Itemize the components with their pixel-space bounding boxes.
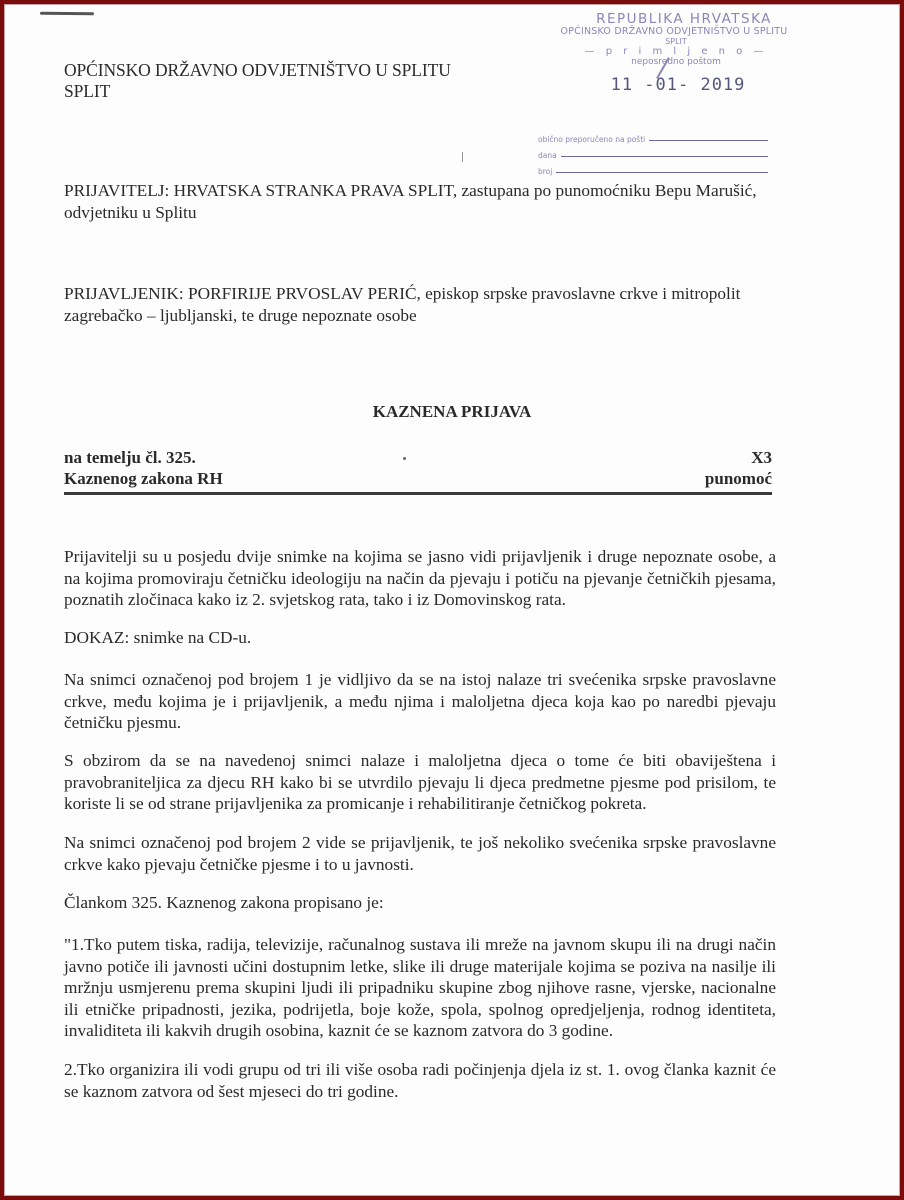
paragraph: Na snimci označenoj pod brojem 2 vide se prijavljenik, te još nekoliko svećenika srpske pravoslavne crkve kako pjevaju četničke pjesme i to u javnosti. [64, 833, 776, 874]
accused-text: PRIJAVLJENIK: PORFIRIJE PRVOSLAV PERIĆ, episkop srpske pravoslavne crkve i mitropolit zagrebačko – ljubljanski, te druge nepoznate osobe [64, 284, 741, 325]
stamp-line1: REPUBLIKA HRVATSKA [596, 11, 772, 27]
postal-fields [538, 128, 768, 176]
basis-law: Kaznenog zakona RH [64, 469, 223, 488]
stamp-date: 11 -01- 2019 [610, 75, 746, 95]
postal-field3-label: broj [538, 167, 553, 176]
paragraph-evidence: DOKAZ: snimke na CD-u. [64, 628, 252, 647]
paragraph: Na snimci označenoj pod brojem 1 je vidljivo da se na istoj nalaze tri svećenika srpske pravoslavne crkve, među kojima je i prijavljenik, a među njima i maloljetna djeca koja kao po naredbi pjevaju četničku pjesmu. [64, 670, 776, 732]
scan-mark [462, 152, 463, 162]
complainant-text: PRIJAVITELJ: HRVATSKA STRANKA PRAVA SPLIT, zastupana po punomoćniku Bepu Marušić, odvjetniku u Splitu [64, 181, 757, 222]
document-page [4, 4, 900, 1196]
receipt-stamp [544, 12, 804, 95]
recipient-address [64, 60, 451, 102]
divider-rule [64, 492, 772, 495]
postal-field-line [649, 140, 768, 141]
paragraph: Člankom 325. Kaznenog zakona propisano je: [64, 893, 384, 912]
postal-field2-label: dana [538, 151, 557, 160]
document-title: KAZNENA PRIJAVA [372, 402, 532, 421]
paragraph: Prijavitelji su u posjedu dvije snimke na kojima se jasno vidi prijavljenik i druge nepoznate osobe, a na kojima promoviraju četničku ideologiju na način da pjevaju i potiču na pjevanje četničkih pjesama, poznatih zločinaca kako iz 2. svjetskog rata, tako i iz Domovinskog rata. [64, 547, 776, 609]
basis-article: na temelju čl. 325. [64, 448, 196, 467]
paragraph: S obzirom da se na navedenoj snimci nalaze i maloljetna djeca o tome će biti obaviještena i pravobraniteljica za djecu RH kako bi se utvrdilo pjevaju li djeca predmetne pjesme pod prisilom, te koriste li se od strane prijavljenika za promicanje i rehabilitiranje četničkog pokreta. [64, 751, 776, 813]
postal-field1-label: obično preporučeno na pošti [538, 135, 646, 144]
recipient-line2: SPLIT [64, 81, 111, 101]
postal-field-row [538, 160, 768, 176]
scan-dot [403, 457, 406, 460]
stamp-line5: neposredno poštom [631, 57, 721, 67]
postal-field-line [556, 172, 768, 173]
postal-field-row [538, 144, 768, 160]
stamp-line4: — p r i m l j e n o — [584, 46, 768, 57]
stamp-line2: OPĆINSKO DRŽAVNO ODVJETNIŠTVO U SPLITU [560, 26, 788, 37]
postal-field-row [538, 128, 768, 144]
legal-basis [64, 447, 772, 489]
basis-copies: X3 [751, 448, 772, 467]
law-quote-paragraph-2: 2.Tko organizira ili vodi grupu od tri ili više osoba radi počinjenja djela iz st. 1. ovog članka kaznit će se kaznom zatvora od šest mjeseci do tri godine. [64, 1060, 776, 1101]
recipient-line1: OPĆINSKO DRŽAVNO ODVJETNIŠTVO U SPLITU [64, 60, 451, 80]
basis-power-of-attorney: punomoć [704, 469, 772, 488]
stamp-line3: SPLIT [665, 37, 687, 46]
scan-mark [40, 12, 94, 16]
postal-field-line [561, 156, 768, 157]
law-quote-paragraph-1: "1.Tko putem tiska, radija, televizije, računalnog sustava ili mreže na javnom skupu ili na drugi način javno potiče ili javnosti učini dostupnim letke, slike ili druge materijale kojima se poziva na nasilje ili mržnju usmjerenu prema skupini ljudi ili pripadniku skupine zbog njihove rasne, vjerske, nacionalne ili etničke pripadnosti, jezika, podrijetla, boje kože, spola, spolnog opredjeljenja, rodnog identiteta, invaliditeta ili kakvih drugih osobina, kaznit će se kaznom zatvora do 3 godine. [64, 935, 776, 1040]
